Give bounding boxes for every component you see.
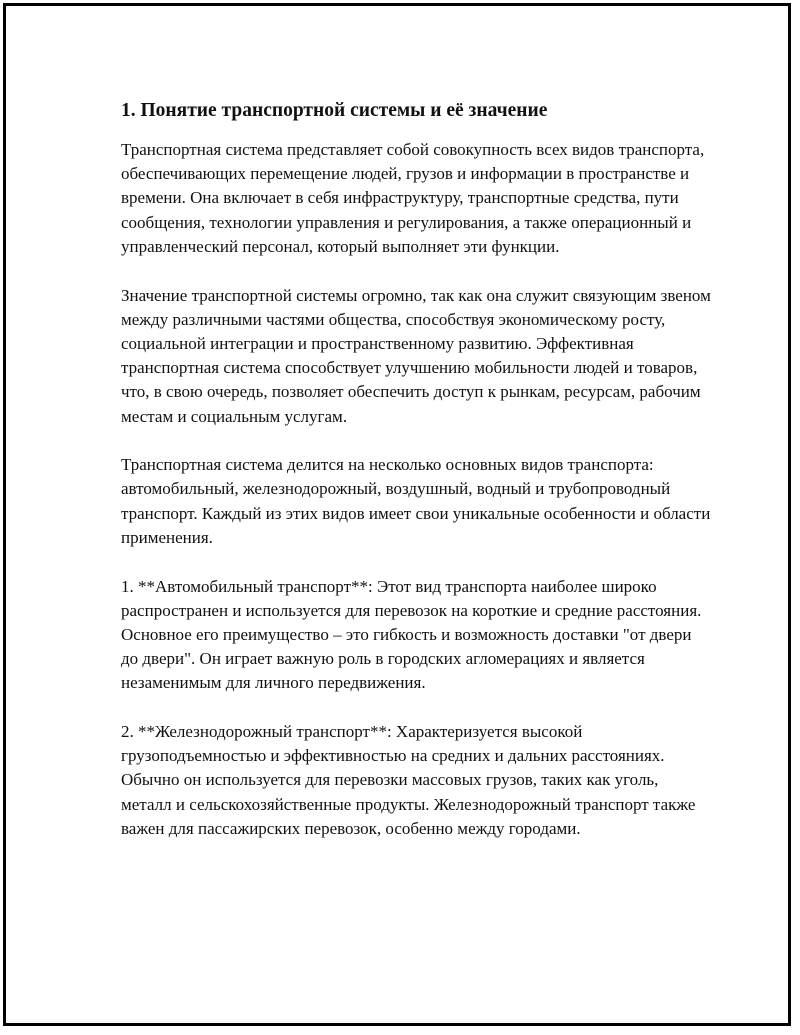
list-item-rail-transport: 2. **Железнодорожный транспорт**: Характеризуется высокой грузоподъемностью и эффективностью на средних и дальних расстояниях. Обычно он используется для перевозки массовых грузов, таких как уголь, металл и сельскохозяйственные продукты. Железнодорожный транспорт также важен для пассажирских перевозок, особенно между городами. [121, 722, 696, 838]
paragraph-transport-system-definition: Транспортная система представляет собой совокупность всех видов транспорта, обеспечивающих перемещение людей, грузов и информации в пространстве и времени. Она включает в себя инфраструктуру, транспортные средства, пути сообщения, технологии управления и регулирования, а также операционный и управленческий персонал, который выполняет эти функции. [121, 140, 705, 256]
section-heading: 1. Понятие транспортной системы и её значение [121, 100, 548, 121]
paragraph-transport-system-importance: Значение транспортной системы огромно, так как она служит связующим звеном между различными частями общества, способствуя экономическому росту, социальной интеграции и пространственному развитию. Эффективная транспортная система способствует улучшению мобильности людей и товаров, что, в свою очередь, позволяет обеспечить доступ к рынкам, ресурсам, рабочим местам и социальным услугам. [121, 285, 711, 426]
document-page [3, 3, 791, 1026]
list-item-road-transport: 1. **Автомобильный транспорт**: Этот вид транспорта наиболее широко распространен и используется для перевозок на короткие и средние расстояния. Основное его преимущество – это гибкость и возможность доставки "от двери до двери". Он играет важную роль в городских агломерациях и является незаменимым для личного передвижения. [121, 576, 702, 693]
paragraph-transport-types: Транспортная система делится на несколько основных видов транспорта: автомобильный, железнодорожный, воздушный, водный и трубопроводный транспорт. Каждый из этих видов имеет свои уникальные особенности и области применения. [121, 455, 711, 547]
document-body [121, 98, 711, 841]
